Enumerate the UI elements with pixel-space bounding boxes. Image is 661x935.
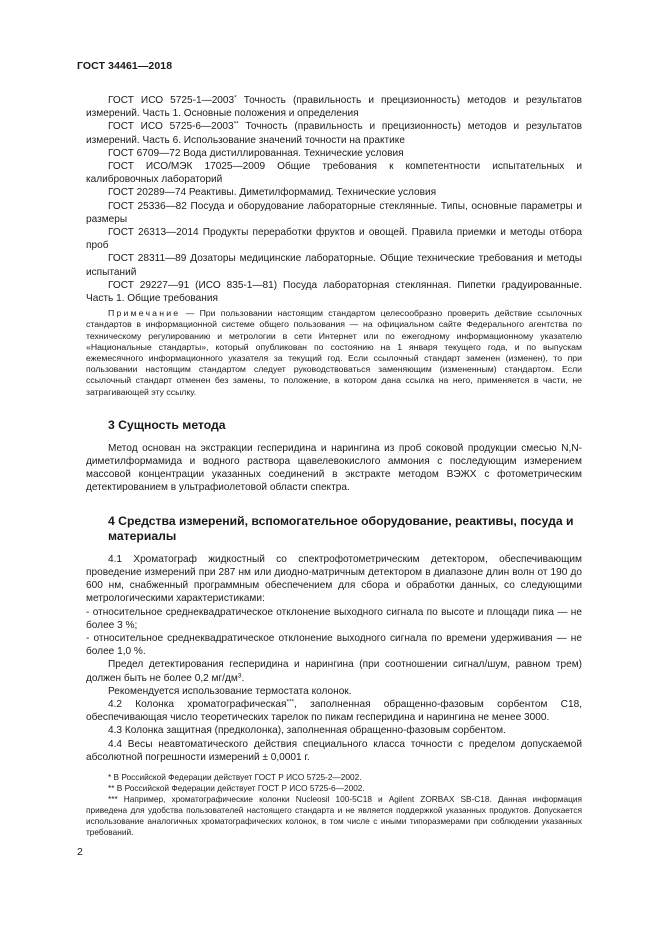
ref-gost-28311: ГОСТ 28311—89 Дозаторы медицинские лабораторные. Общие технические требования и методы испытаний bbox=[86, 253, 582, 278]
footnote-1: * В Российской Федерации действует ГОСТ Р ИСО 5725-2—2002. bbox=[108, 771, 362, 782]
section-3-text: Метод основан на экстракции гесперидина и нарингина из проб соковой продукции смесью N,N-диметилформамида и водного раствора щавелевокислого аммония с последующим измерением массовой концентрации указанных соединений в экстракте методом ВЭЖХ с фотометрическим детектированием в ультрафиолетовой области спектра. bbox=[86, 442, 582, 494]
note-text: — При пользовании настоящим стандартом целесообразно проверить действие ссылочных стандартов в информационной системе общего пользования — на официальном сайте Федерального агентства по техническому регулированию и метрологии в сети Интернет или по ежегодному информационному указателю «Национальные стандарты», который опубликован по состоянию на 1 января текущего года, и по выпускам ежемесячного информационного указателя за текущий год. Если ссылочный стандарт заменен (изменен), то при пользовании настоящим стандартом следует руководствоваться заменяющим (измененным) стандартом. Если ссылочный стандарт отменен без замены, то положение, в котором дана ссылка на него, применяется в части, не затрагивающей эту ссылку. bbox=[86, 308, 582, 397]
ref-gost-20289: ГОСТ 20289—74 Реактивы. Диметилформамид. Технические условия bbox=[108, 187, 437, 199]
note-label: Примечание bbox=[108, 308, 181, 319]
detection-limit: Предел детектирования гесперидина и нарингина (при соотношении сигнал/шум, равном трем) должен быть не более 0,2 $мг/дм^3$. bbox=[86, 659, 582, 684]
section-3-heading: 3 Сущность метода bbox=[108, 417, 226, 432]
page-number: 2 bbox=[77, 846, 83, 858]
clause-4-1: 4.1 Хроматограф жидкостный со спектрофотометрическим детектором, обеспечивающим проведение измерений при 287 нм или диодно-матричным детектором в диапазоне длин волн от 190 до 600 нм, снабженный программным обеспечением для сбора и обработки данных, со следующими метрологическими характеристиками: bbox=[86, 553, 582, 605]
footnote-3: *** Например, хроматографические колонки Nucleosil 100-5C18 и Agilent ZORBAX SB-C18. Данная информация приведена для удобства пользователей настоящего стандарта и не является поддержкой указанных продуктов. Допускается использование аналогичных хроматографических колонок, в том числе с иными типоразмерами при соблюдении указанных требований. bbox=[86, 793, 582, 837]
ref-gost-iso-5725-1: ГОСТ ИСО 5725-1—2003* Точность (правильность и прецизионность) методов и результатов измерений. Часть 1. Основные положения и определения bbox=[86, 94, 582, 120]
clause-4-2: 4.2 Колонка хроматографическая***, заполненная обращенно-фазовым сорбентом С18, обеспечивающая число теоретических тарелок по пикам гесперидина и нарингина не менее 3000. bbox=[86, 698, 582, 724]
document-header: ГОСТ 34461—2018 bbox=[77, 60, 173, 72]
note-paragraph bbox=[86, 308, 582, 398]
clause-4-1-item-1: - относительное среднеквадратическое отклонение выходного сигнала по высоте и площади пика — не более 3 %; bbox=[86, 606, 582, 631]
clause-4-3: 4.3 Колонка защитная (предколонка), заполненная обращенно-фазовым сорбентом. bbox=[108, 725, 506, 737]
ref-gost-25336: ГОСТ 25336—82 Посуда и оборудование лабораторные стеклянные. Типы, основные параметры и размеры bbox=[86, 200, 582, 225]
page-content bbox=[86, 94, 582, 838]
ref-gost-6709: ГОСТ 6709—72 Вода дистиллированная. Технические условия bbox=[108, 147, 404, 159]
footnote-2: ** В Российской Федерации действует ГОСТ Р ИСО 5725-6—2002. bbox=[108, 782, 365, 793]
footnotes bbox=[86, 772, 582, 838]
ref-gost-iso-iec-17025: ГОСТ ИСО/МЭК 17025—2009 Общие требования к компетентности испытательных и калибровочных лабораторий bbox=[86, 161, 582, 186]
section-4-heading: 4 Средства измерений, вспомогательное оборудование, реактивы, посуда и материалы bbox=[108, 513, 574, 543]
clause-4-1-item-2: - относительное среднеквадратическое отклонение выходного сигнала по времени удерживания — не более 1,0 %. bbox=[86, 632, 582, 658]
ref-gost-iso-5725-6: ГОСТ ИСО 5725-6—2003** Точность (правильность и прецизионность) методов и результатов измерений. Часть 6. Использование значений точности на практике bbox=[86, 120, 582, 146]
ref-gost-26313: ГОСТ 26313—2014 Продукты переработки фруктов и овощей. Правила приемки и методы отбора проб bbox=[86, 227, 582, 252]
thermostat-recommendation: Рекомендуется использование термостата колонок. bbox=[108, 685, 352, 697]
ref-gost-29227: ГОСТ 29227—91 (ИСО 835-1—81) Посуда лабораторная стеклянная. Пипетки градуированные. Часть 1. Общие требования bbox=[86, 279, 582, 305]
clause-4-4: 4.4 Весы неавтоматического действия специального класса точности с пределом допускаемой абсолютной погрешности измерений ± 0,0001 г. bbox=[86, 738, 582, 763]
